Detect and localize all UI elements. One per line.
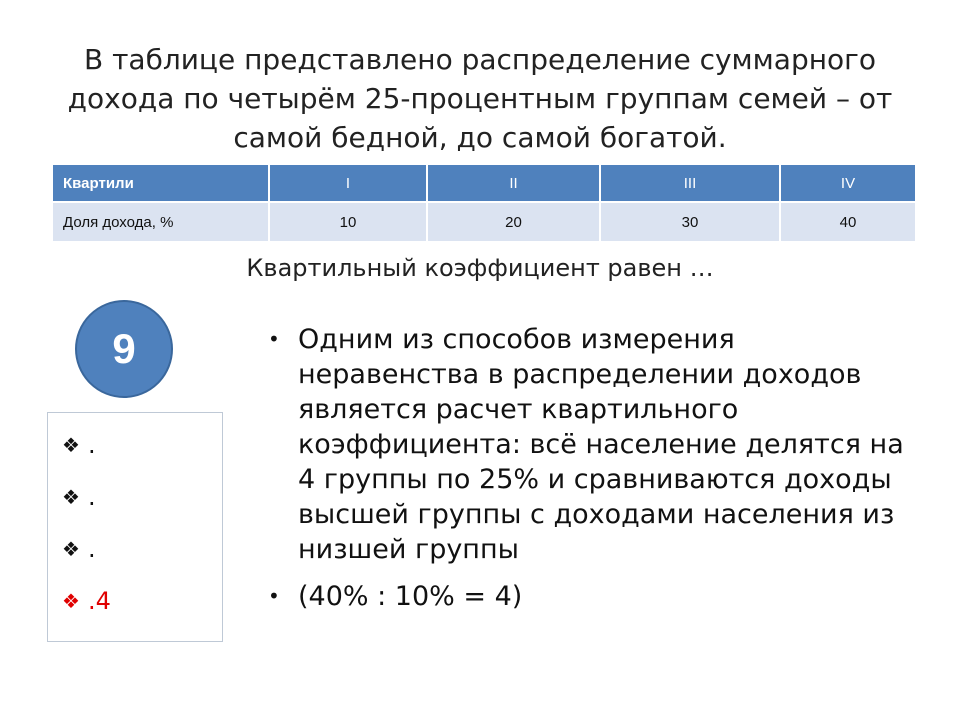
list-item <box>268 579 908 614</box>
answer-options-box <box>47 412 223 642</box>
list-item-text: (40% : 10% = 4) <box>298 581 523 612</box>
table-header-cell: II <box>427 165 600 202</box>
table-header-cell: Квартили <box>53 165 269 202</box>
answer-option-label: . <box>87 431 96 459</box>
table-header-cell: III <box>600 165 780 202</box>
question-number-badge: 9 <box>75 300 173 398</box>
answer-option-label: . <box>87 535 96 563</box>
diamond-bullet-icon: ❖ <box>62 485 80 509</box>
answer-option[interactable] <box>62 529 96 569</box>
table-cell: 10 <box>269 202 427 241</box>
answer-option-label: .4 <box>87 587 111 615</box>
table-row <box>53 202 915 241</box>
table-header-row <box>53 165 915 202</box>
table-cell: 20 <box>427 202 600 241</box>
answer-option[interactable] <box>62 477 96 517</box>
explanation-list <box>268 322 908 626</box>
list-item-text: Одним из способов измерения неравенства в распределении доходов является расчет квартильного коэффициента: всё население делятся на 4 группы по 25% и сравниваются доходы высшей группы с доходами населения из низшей группы <box>298 324 904 565</box>
slide-title: В таблице представлено распределение суммарного дохода по четырём 25-процентным группам семей – от самой бедной, до самой богатой. <box>67 43 893 154</box>
list-item <box>268 322 908 567</box>
diamond-bullet-icon: ❖ <box>62 433 80 457</box>
table-header-cell: IV <box>780 165 915 202</box>
answer-option-correct[interactable] <box>62 581 111 621</box>
table-header-cell: I <box>269 165 427 202</box>
diamond-bullet-icon: ❖ <box>62 589 80 613</box>
table-cell: 30 <box>600 202 780 241</box>
table-cell: 40 <box>780 202 915 241</box>
diamond-bullet-icon: ❖ <box>62 537 80 561</box>
table-cell: Доля дохода, % <box>53 202 269 241</box>
question-text: Квартильный коэффициент равен … <box>246 254 714 282</box>
bullet-icon: • <box>268 584 280 608</box>
answer-option[interactable] <box>62 425 96 465</box>
income-distribution-table <box>53 165 915 241</box>
answer-option-label: . <box>87 483 96 511</box>
bullet-icon: • <box>268 327 280 351</box>
